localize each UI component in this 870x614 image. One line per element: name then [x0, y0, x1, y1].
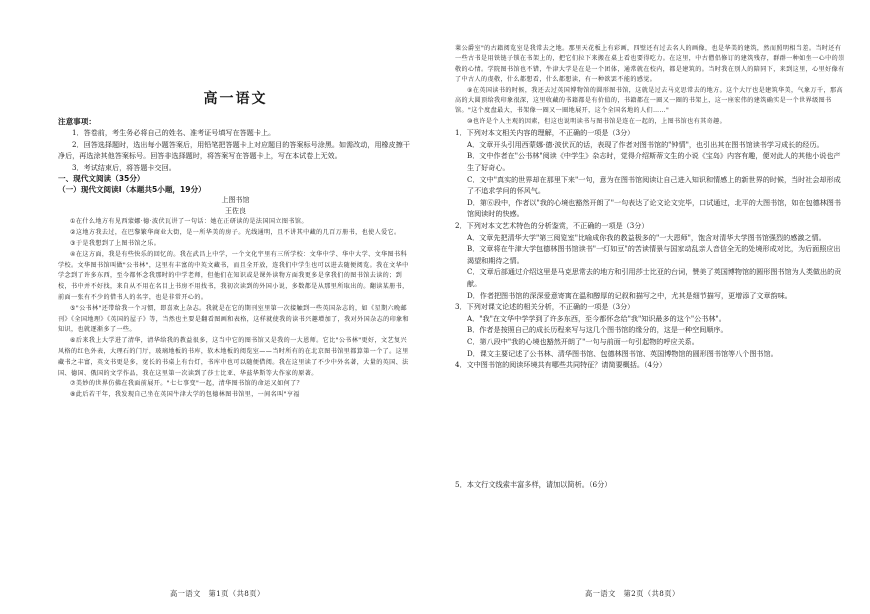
page-footer: 高一语文 第2页（共8页）	[585, 589, 680, 598]
paragraph: ⑩也许是个人主观的因素，但这也说明读书与图书馆是连在一起的，上图书馆也有其奇趣。	[467, 117, 727, 125]
option: C．文中"真实的世界却在那里下来"一句，意为在图书馆阅读让自己进入知识和情感上的新世界的时候，当时社会却形成了不追求学问的怀风气。	[467, 174, 841, 196]
question-3: 3．下列对课文论述的相关分析，不正确的一项是（3分）	[455, 302, 635, 312]
paragraph: ①在什么地方有见西蒙娜·德·波伏瓦讲了一句话：她在正研读的是法国国立图书馆。	[70, 218, 308, 226]
option: D．第⑥段中，作者以"我的心境也豁然开朗了"一句表达了论文论文完毕，口试通过，北平的大图书馆，如在包德林图书馆阅读时的快感。	[467, 197, 841, 219]
option: D．课文主要记述了公书林、清华图书馆、包德林图书馆、英国博物馆的圆形图书馆等八个图书馆。	[467, 348, 778, 358]
notes-list	[58, 127, 413, 173]
paragraph: ⑤"公书林"还带给我一个习惯，即喜欢上杂志。我就是在它的期刊室里第一次接触到一些英国杂志的，如《星期六晚邮刊》《全国地理》《英国的屋子》等，当然也主要是翻看图画和表格，这样就使我的读书兴趣增加了，我对外国杂志的印象和知识，也就逐渐多了一些。	[58, 304, 410, 334]
exam-title: 高一语文	[203, 91, 268, 107]
subsection-heading: （一）现代文阅读Ⅰ（本题共5小题，19分）	[58, 185, 206, 195]
article-body-continued	[455, 44, 846, 127]
note-item: 2．回答选择题时，选出每小题答案后，用铅笔把答题卡上对应题目的答案标号涂黑。如需改动，用橡皮擦干净后，再选涂其他答案标号。回答非选择题时，将答案写在答题卡上，写在本试卷上无效。	[58, 139, 410, 161]
question-1: 1．下列对本文相关内容的理解，不正确的一项是（3分）	[455, 128, 635, 138]
option: C．文章后部通过介绍这里是马克思常去的地方和引用莎士比亚的台词，赞美了英国博物馆的圆形图书馆为人类做出的贡献。	[467, 267, 842, 288]
note-item: 1．答卷前，考生务必将自己的姓名、准考证号填写在答题卡上。	[72, 128, 276, 137]
option: A．文章开头引用西蒙娜·德·波伏瓦的话，表现了作者对图书馆的"钟情"，也引出其在图书馆读书学习成长的经历。	[467, 139, 824, 149]
option: B．作者是按照自己的成长历程来写与这几个图书馆的缘分的，这是一种空间顺序。	[467, 325, 728, 335]
option: B．文中作者在"公书林"阅读《中学生》杂志时，觉得介绍斯蒂文生的小说《宝岛》内容有趣，便对此人的其他小说也产生了好奇心。	[467, 151, 841, 173]
section-heading: 一、现代文阅读（35分）	[58, 174, 145, 184]
page-footer: 高一语文 第1页（共8页）	[170, 589, 265, 598]
paragraph: ⑦美妙的世界仿佛在我面前展开。"七七事变"一起，清华图书馆的命运又如何了？	[70, 380, 304, 388]
question-2: 2．下列对本文艺术特色的分析鉴赏，不正确的一项是（3分）	[455, 221, 649, 230]
paragraph: ③于是我想到了上图书馆之乐。	[70, 239, 161, 247]
paragraph: ⑨在英国读书的时候，我还去过英国博物馆的圆形图书馆，这就是过去马克思常去的地方。这个大厅也是建筑华美，气象万千，那高高的大圆顶给我印象很深，这里收藏的书籍都是有价值的，书籍都在一圈又一圈的书架上，这一座宏伟的建筑确实是一个世界级图书馆。"这个度盘最大，书架像一圈又一圈地展开，这个全国名地的人们……"	[455, 86, 844, 115]
page-right	[435, 0, 870, 614]
paragraph: ⑥后来我上大学进了清华，清华给我的教益很多，这当中它的图书馆又是我的一大恩师。它比"公书林"更好，文艺复兴风格的红色外表，大理石的门厅，玻璃地板的书库，软木地板的阅览室——当时所有的在北京图书馆里都算第一个了。这里藏书之丰富，英文书更是多，宽长的书桌上有台灯，书库中也可以随便借阅。我在这里读了不少中外名著，大量的英国、法国、德国、俄国的文学作品，我在这里第一次读到了莎士比亚、华兹华斯等大作家的原著。	[58, 337, 409, 377]
article-title: 上图书馆	[221, 196, 250, 205]
paragraph: 莱公爵室"的古籍阅览室是我常去之地。那里天花板上有彩画，四壁还有过去名人的画像，也是华美的建筑，然而照明相当差。当时还有一些古书是用铁链子锁在书架上的，把它们拉下来搬在桌上看也要得吃力。在这里，中古僧侣修订的建筑残存，群群一种如坐一心中的崇敬的心情。学院图书馆也不错，牛津大学是在是一个团体，通常就在校内，都是建筑的。当时我在别人的陪同下，来到这里，心里好像有了中古人的虔敬，什么都想看，什么都想读，有一种欲罢不能的感觉。	[455, 45, 845, 84]
option: A．"我"在文华中学学到了许多东西，至今都怀念给"我"知识最多的这个"公书林"。	[467, 313, 726, 323]
article-author: 王佐良	[225, 207, 246, 216]
question-list	[455, 127, 846, 370]
paragraph: ⑧此后若干年，我发现自己坐在英国牛津大学的包德林图书馆里，一间名叫"亨福	[70, 391, 300, 399]
paragraph: ②这地方我去过，在巴黎繁华商业大街，是一所华美的房子。光线通明，且不讲其中藏的几百万册书，也使人爱它。	[70, 229, 401, 237]
note-item: 3．考试结束后，将答题卡交回。	[72, 162, 176, 172]
article-body	[58, 217, 413, 401]
option: B．文章将在牛津大学包德林图书馆读书"一灯如豆"的苦读情景与国家动乱亲人音信全无的处境形成对比，为后面照应出渴望和期待之情。	[467, 244, 841, 265]
option: C．第八段中"我的心境也豁然开朗了"一句与前面一句引起物的呼应关系。	[467, 336, 699, 346]
notes-heading: 注意事项：	[58, 117, 96, 126]
question-5: 5．本文行文线索丰富多样，请加以简析。（6分）	[455, 480, 612, 489]
question-4: 4．文中图书馆的阅读环境共有哪些共同特征？请简要概括。（4分）	[455, 360, 667, 370]
paragraph: ④在这方面，我是有些快乐的回忆的。我在武昌上中学，一个文化宇里有三所学校：文华中学、华中大学、文华图书科学校。文华图书馆叫做"公书林"，这里有丰富的中英文藏书，而且全开放，连我们中学生也可以进去随便阅览。我在文华中学念到了许多东西，至今都怀念我那时的中学老师，但他们在知识或是课外读物方面我更多是拿我们的图书馆去读的；到校，书中并不好找，来自从不用在名目上书房不用找书，我初次读到的外国小说，多数都是从那里所取出的。翻读某册书，前面一张有不少的借书人的名字，也是非常开心的。	[58, 250, 409, 301]
option: D．作者把图书馆的深深爱意寄寓在温和醇厚的记叙和描写之中，尤其是细节描写，更增添了文章韵味。	[467, 290, 792, 300]
option: A．文章先把清华大学"第三阅览室"比喻成你我的教益极多的"一大恩师"，饱含对清华大学图书馆强烈的感激之情。	[467, 232, 826, 242]
